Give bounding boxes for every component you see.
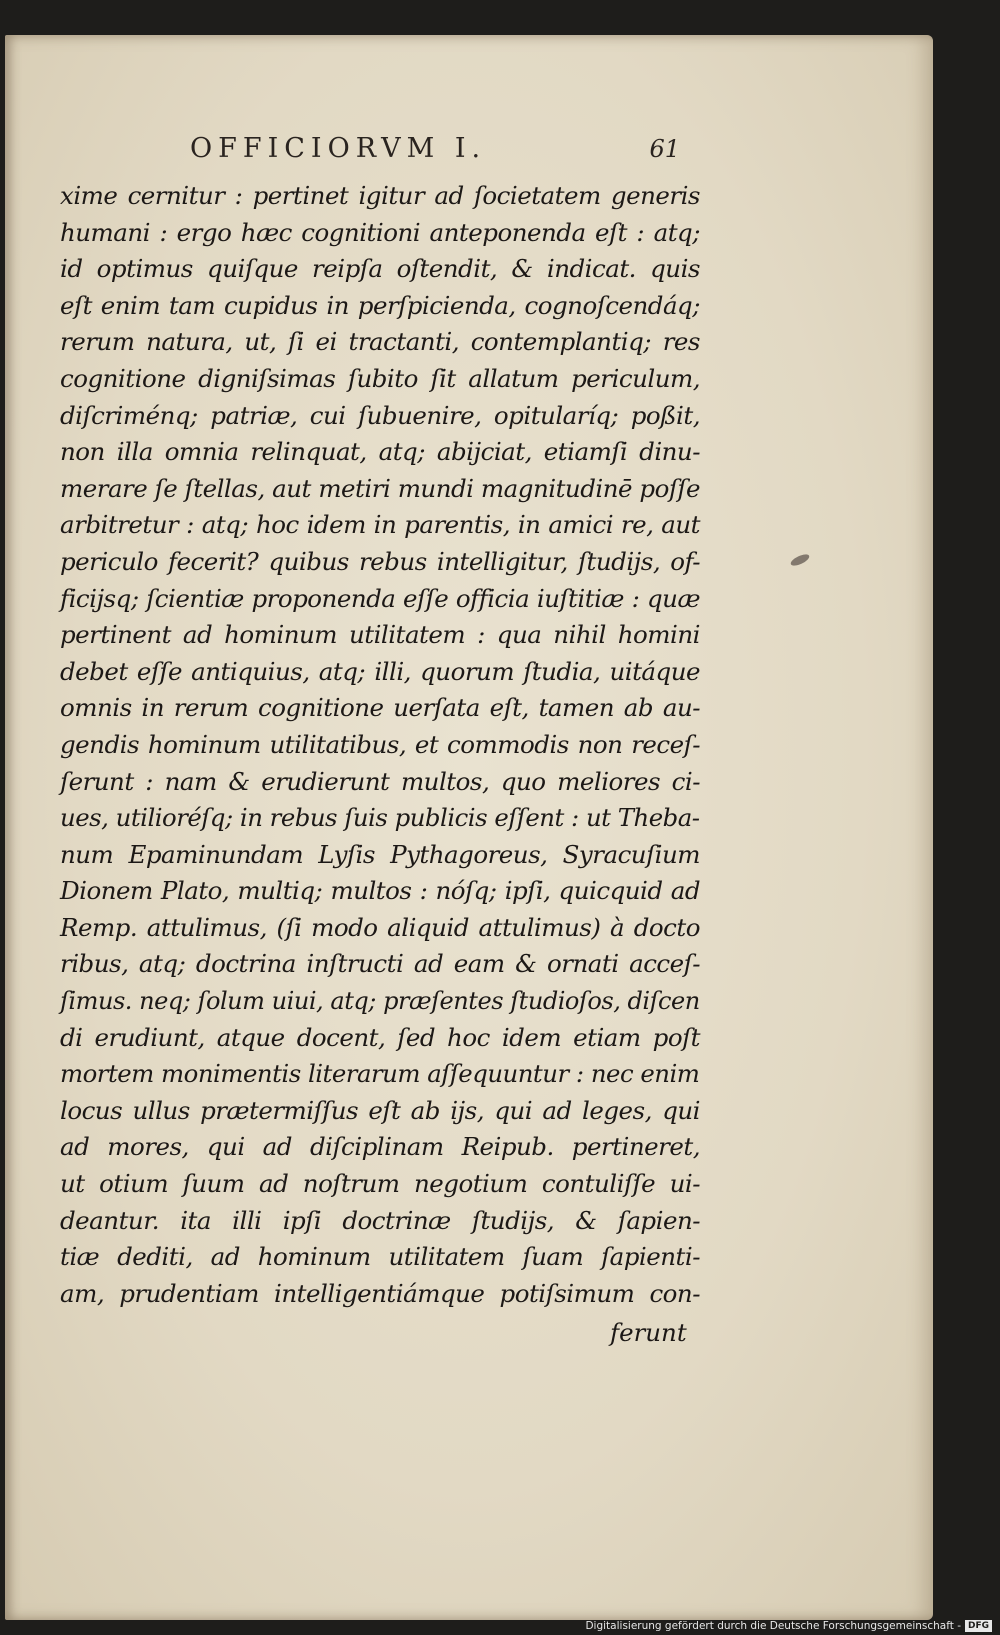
text-line: locus ullus prætermiſſus eſt ab ijs, qui ad leges, qui	[60, 1095, 700, 1125]
text-line: ad mores, qui ad diſciplinam Reipub. pertineret,	[60, 1132, 700, 1162]
text-line: id optimus quiſque reipſa oſtendit, & indicat. quis	[60, 254, 700, 284]
text-line: di erudiunt, atque docent, ſed hoc idem etiam poſt	[60, 1022, 700, 1052]
text-line: ficijsq; ſcientiæ proponenda eſſe officia iuſtitiæ : quæ	[60, 583, 700, 613]
text-line: cognitione digniſsimas ſubito ſit allatum periculum,	[60, 363, 700, 393]
text-line: non illa omnia relinquat, atq; abijciat, etiamſi dinu-	[60, 437, 700, 467]
text-line: humani : ergo hæc cognitioni anteponenda eſt : atq;	[60, 217, 700, 247]
text-line: mortem monimentis literarum aſſequuntur : nec enim	[60, 1059, 700, 1089]
text-line: omnis in rerum cognitione uerſata eſt, tamen ab au-	[60, 693, 700, 723]
text-line: xime cernitur : pertinet igitur ad ſocietatem generis	[60, 181, 700, 210]
text-line: ues, utilioréſq; in rebus ſuis publicis eſſent : ut Theba-	[60, 803, 700, 833]
catchword: ferunt	[610, 1318, 687, 1347]
text-line: Dionem Plato, multiq; multos : nóſq; ipſi, quicquid ad	[60, 876, 700, 906]
text-line: ribus, atq; doctrina inſtructi ad eam & ornati acceſ-	[60, 949, 700, 979]
text-line: eſt enim tam cupidus in perſpicienda, cognoſcendáq;	[60, 290, 700, 320]
body-text	[60, 178, 700, 1312]
page-header	[190, 133, 690, 173]
text-line: diſcriménq; patriæ, cui ſubuenire, opitularíq; poßit,	[60, 400, 700, 430]
text-line: ſerunt : nam & erudierunt multos, quo meliores ci-	[60, 766, 700, 796]
text-line: am, prudentiam intelligentiámque potiſsimum con-	[60, 1278, 700, 1308]
text-line: periculo fecerit? quibus rebus intelligitur, ſtudijs, of-	[60, 546, 700, 576]
text-line: debet eſſe antiquius, atq; illi, quorum ſtudia, uitáque	[60, 656, 700, 686]
digitization-footer	[585, 1618, 992, 1634]
text-line: Remp. attulimus, (ſi modo aliquid attulimus) à docto	[60, 912, 700, 942]
text-line: pertinent ad hominum utilitatem : qua nihil homini	[60, 620, 700, 650]
text-line: tiæ dediti, ad hominum utilitatem ſuam ſapienti-	[60, 1242, 700, 1272]
text-line: gendis hominum utilitatibus, et commodis non receſ-	[60, 729, 700, 759]
text-line: arbitretur : atq; hoc idem in parentis, in amici re, aut	[60, 510, 700, 540]
text-line: deantur. ita illi ipſi doctrinæ ſtudijs, & ſapien-	[60, 1205, 700, 1235]
funding-note: Digitalisierung gefördert durch die Deutsche Forschungsgemeinschaft -	[585, 1620, 961, 1632]
text-line: rerum natura, ut, ſi ei tractanti, contemplantiq; res	[60, 327, 700, 357]
text-line: ut otium ſuum ad noſtrum negotium contuliſſe ui-	[60, 1169, 700, 1199]
running-title: OFFICIORVM I.	[190, 133, 487, 164]
text-line: ſimus. neq; ſolum uiui, atq; præſentes ſtudioſos, diſcen	[60, 986, 700, 1016]
text-line: merare ſe ſtellas, aut metiri mundi magnitudinē poſſe	[60, 473, 700, 503]
dfg-logo: DFG	[965, 1620, 992, 1632]
text-line: num Epaminundam Lyſis Pythagoreus, Syracuſium	[60, 839, 700, 869]
page-number: 61	[649, 135, 680, 163]
